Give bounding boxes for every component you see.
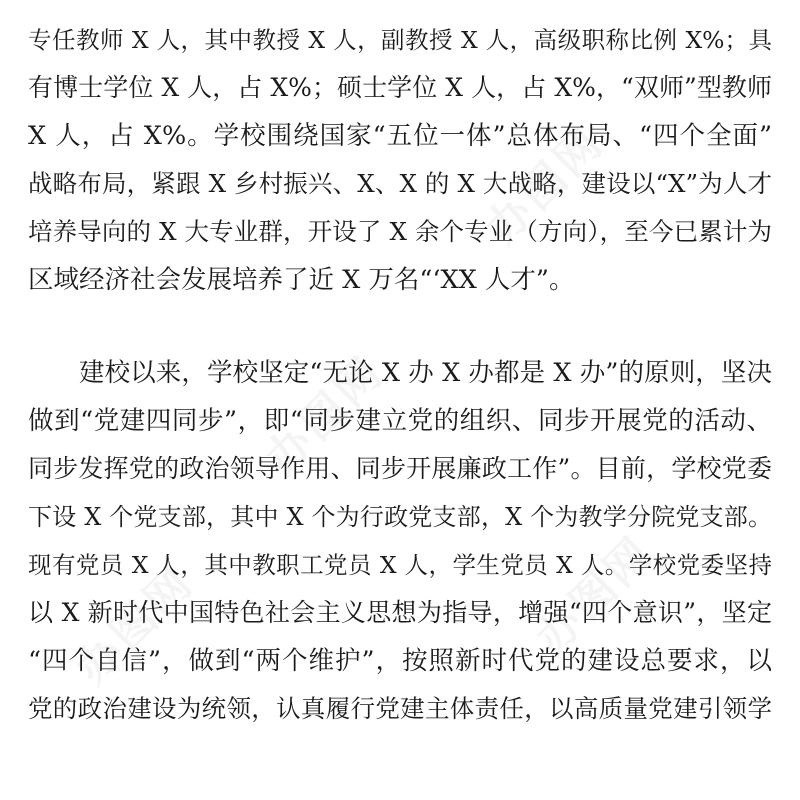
watermark: 办图网 [526, 526, 665, 665]
watermark: 办图网 [66, 556, 205, 695]
paragraph-1-line-1: 专任教师 X 人，其中教授 X 人，副教授 X 人，高级职称比例 X%；具 [28, 26, 772, 54]
paragraph-2-line-6: 以 X 新时代中国特色社会主义思想为指导，增强“四个意识”，坚定 [28, 598, 772, 627]
paragraph-1-line-6: 区域经济社会发展培养了近 X 万名“‘XX 人才”。 [28, 265, 575, 295]
paragraph-2-line-7: “四个自信”，做到“两个维护”，按照新时代党的建设总要求，以 [28, 646, 772, 676]
paragraph-1-line-4: 战略布局，紧跟 X 乡村振兴、X、X 的 X 大战略，建设以“X”为人才 [28, 169, 772, 198]
watermark: 办图网 [476, 116, 615, 255]
paragraph-2-line-3: 同步发挥党的政治领导作用、同步开展廉政工作”。目前，学校党委 [28, 454, 772, 483]
paragraph-2-line-5: 现有党员 X 人，其中教职工党员 X 人，学生党员 X 人。学校党委坚持 [28, 551, 772, 579]
watermark: 办图网 [256, 346, 395, 485]
paragraph-1-line-5: 培养导向的 X 大专业群，开设了 X 余个专业（方向），至今已累计为 [28, 217, 772, 246]
paragraph-2-line-2: 做到“党建四同步”，即“同步建立党的组织、同步开展党的活动、 [28, 406, 772, 436]
paragraph-2-line-8: 党的政治建设为统领，认真履行党建主体责任，以高质量党建引领学 [28, 694, 772, 723]
paragraph-2-line-1: 建校以来，学校坚定“无论 X 办 X 办都是 X 办”的原则，坚决 [79, 358, 772, 388]
paragraph-1-line-2: 有博士学位 X 人，占 X%；硕士学位 X 人，占 X%，“双师”型教师 [28, 73, 772, 102]
paragraph-1-line-3: X 人，占 X%。学校围绕国家“五位一体”总体布局、“四个全面” [28, 121, 772, 151]
paragraph-2-line-4: 下设 X 个党支部，其中 X 个为行政党支部，X 个为教学分院党支部。 [28, 503, 772, 531]
